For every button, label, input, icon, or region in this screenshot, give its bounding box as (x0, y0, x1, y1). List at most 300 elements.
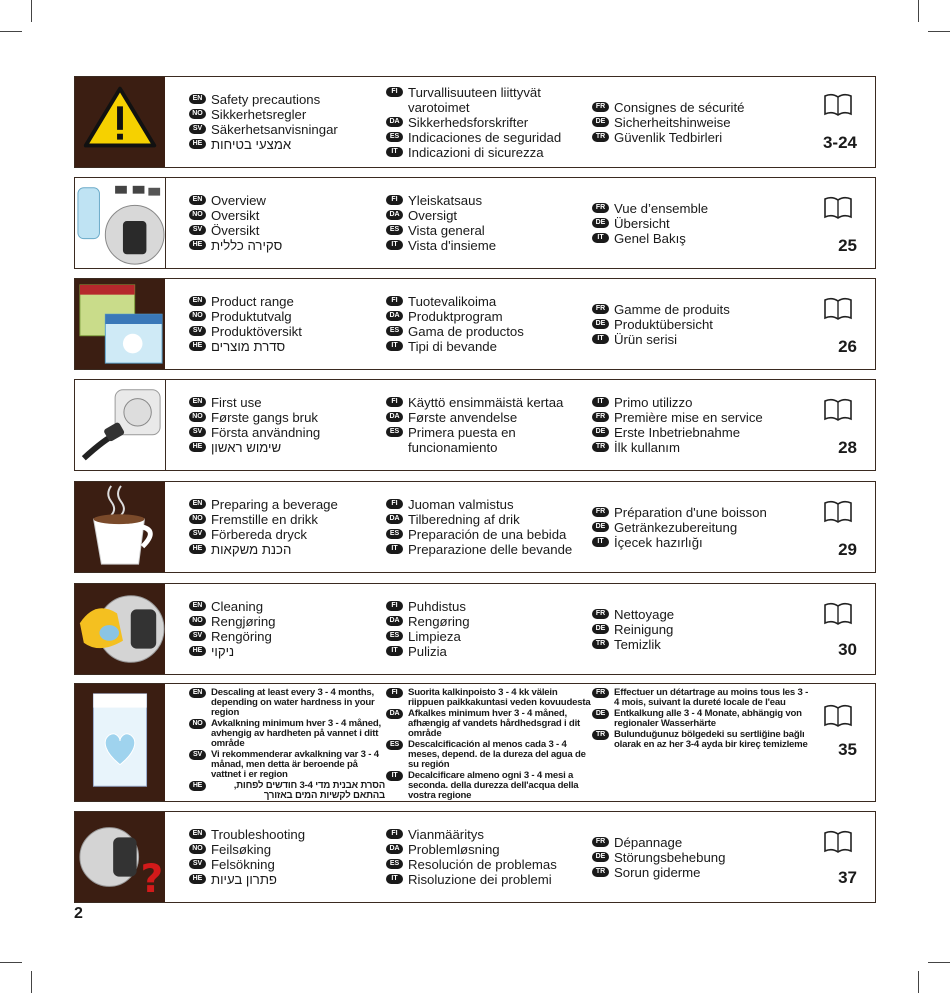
language-badge: SV (189, 631, 206, 641)
entry-text: Avkalkning minimum hver 3 - 4 måned, avhengig av hardheten på vannet i ditt område (211, 718, 381, 749)
language-badge: TR (592, 730, 609, 740)
language-badge: IT (386, 147, 403, 157)
language-badge: DA (386, 412, 403, 422)
entry-text: Vista general (408, 223, 485, 238)
entry-text: Übersicht (614, 215, 670, 231)
language-badge: NO (189, 210, 206, 220)
language-badge: FR (592, 304, 609, 314)
lang-entry (189, 614, 385, 629)
entry-text: Primera puesta en funcionamiento (408, 425, 516, 455)
entry-text: İçecek hazırlığı (614, 534, 703, 550)
language-badge: HE (189, 240, 206, 250)
language-badge: HE (189, 646, 206, 656)
entry-text: Indicazioni di sicurezza (408, 144, 544, 160)
lang-entry (386, 208, 591, 223)
language-badge: ES (386, 132, 403, 142)
lang-entry (189, 827, 385, 842)
language-badge: NO (189, 844, 206, 854)
entry-text: סקירה כללית (211, 238, 283, 253)
svg-text:?: ? (140, 857, 164, 902)
lang-entry (592, 835, 814, 850)
page-ref: 30 (838, 640, 857, 659)
lang-entry (386, 309, 591, 324)
entry-text: Effectuer un détartrage au moins tous les 3 - 4 mois, suivant la dureté locale de l'eau (614, 687, 809, 708)
col-mid (386, 584, 591, 674)
language-badge: DE (592, 709, 609, 719)
lang-entry (386, 324, 591, 339)
entry-text: Sicherheitshinweise (614, 114, 731, 130)
lang-entry (386, 145, 591, 160)
lang-entry (592, 440, 814, 455)
lang-entry (386, 223, 591, 238)
entry-text: Säkerhetsanvisningar (211, 122, 338, 137)
lang-entry (189, 527, 385, 542)
lang-entry (386, 740, 591, 770)
entry-text: Première mise en service (614, 410, 763, 425)
language-badge: SV (189, 225, 206, 235)
book-icon (823, 93, 853, 117)
language-badge: FI (386, 397, 403, 407)
entry-text: Primo utilizzo (614, 395, 693, 410)
entry-text: Product range (211, 294, 294, 309)
lang-entry (592, 317, 814, 332)
lang-entry (386, 85, 591, 115)
entry-text: Første anvendelse (408, 410, 518, 425)
page-ref: 37 (838, 868, 857, 887)
lang-entry (189, 339, 385, 354)
lang-entry (189, 294, 385, 309)
language-badge: FR (592, 837, 609, 847)
language-badge: IT (386, 874, 403, 884)
entry-text: Decalcificare almeno ogni 3 - 4 mesi a seconda. della durezza dell'acqua della vostra regione (408, 770, 579, 801)
language-badge: TR (592, 867, 609, 877)
entry-text: Cleaning (211, 599, 264, 614)
entry-text: Limpieza (408, 629, 461, 644)
language-badge: SV (189, 124, 206, 134)
language-badge: FI (386, 87, 403, 97)
cleaning-image (75, 584, 165, 674)
entry-text: Reinigung (614, 621, 674, 637)
language-badge: DA (386, 210, 403, 220)
lang-entry (189, 238, 385, 253)
language-badge: DE (592, 319, 609, 329)
page-ref: 26 (838, 337, 857, 356)
toc-row-first-use[interactable] (74, 379, 876, 471)
entry-text: Preparing a beverage (211, 497, 338, 512)
col-nordic (189, 380, 385, 470)
lang-entry (386, 527, 591, 542)
language-badge: IT (592, 397, 609, 407)
col-mid (386, 279, 591, 369)
language-badge: EN (189, 94, 206, 104)
lang-entry (386, 395, 591, 410)
language-badge: EN (189, 499, 206, 509)
entry-text: First use (211, 395, 262, 410)
col-nordic (189, 279, 385, 369)
entry-text: פתרון בעיות (211, 872, 277, 887)
lang-entry (189, 223, 385, 238)
language-badge: ES (386, 859, 403, 869)
book-icon (823, 704, 853, 728)
language-badge: HE (189, 341, 206, 351)
entry-text: Sikkerhetsregler (211, 107, 307, 122)
lang-entry (386, 614, 591, 629)
language-badge: DA (386, 117, 403, 127)
toc-row-safety[interactable] (74, 76, 876, 168)
entry-text: Rengøring (408, 614, 470, 629)
troubleshooting-image (75, 812, 165, 902)
toc-row-product-range[interactable] (74, 278, 876, 370)
language-badge: NO (189, 109, 206, 119)
entry-text: Overview (211, 193, 266, 208)
col-nordic (189, 482, 385, 572)
language-badge: IT (386, 240, 403, 250)
entry-text: Vi rekommenderar avkalkning var 3 - 4 månad, men detta är beroende på vattnet i er region (211, 749, 379, 780)
language-badge: ES (386, 740, 403, 750)
crop-mark (928, 962, 950, 963)
language-badge: EN (189, 195, 206, 205)
lang-entry (386, 115, 591, 130)
entry-text: Preparación de una bebida (408, 527, 567, 542)
lang-entry (592, 535, 814, 550)
lang-entry (189, 750, 385, 780)
entry-text: Sikkerhedsforskrifter (408, 114, 529, 130)
lang-entry (386, 425, 591, 455)
language-badge: NO (189, 412, 206, 422)
lang-entry (189, 857, 385, 872)
lang-entry (189, 137, 385, 152)
entry-text: Förbereda dryck (211, 527, 308, 542)
col-nordic (189, 684, 385, 801)
language-badge: SV (189, 859, 206, 869)
capsule-boxes-image (75, 279, 165, 369)
entry-text: Suorita kalkinpoisto 3 - 4 kk välein riippuen paikkakuntasi veden kovuudesta (408, 687, 591, 708)
entry-text: Käyttö ensimmäistä kertaa (408, 395, 564, 410)
col-right (592, 178, 814, 268)
entry-text: Güvenlik Tedbirleri (614, 129, 723, 145)
toc-row-descaling[interactable] (74, 683, 876, 802)
language-badge: HE (189, 442, 206, 452)
lang-entry (189, 395, 385, 410)
entry-text: Störungsbehebung (614, 849, 726, 865)
entry-text: Fremstille en drikk (211, 512, 318, 527)
entry-text: הסרת אבנית מדי 3-4 חודשים לפחות, בהתאם לקשיות המים באזורך (233, 780, 385, 801)
language-badge: ES (386, 529, 403, 539)
entry-text: Rengjøring (211, 614, 276, 629)
descaling-box-image (75, 684, 165, 801)
language-badge: FR (592, 203, 609, 213)
lang-entry (189, 410, 385, 425)
col-right (592, 279, 814, 369)
lang-entry (592, 688, 814, 708)
language-badge: SV (189, 529, 206, 539)
lang-entry (592, 115, 814, 130)
lang-entry (189, 497, 385, 512)
lang-entry (592, 607, 814, 622)
lang-entry (189, 644, 385, 659)
language-badge: EN (189, 829, 206, 839)
col-mid (386, 77, 591, 167)
lang-entry (189, 425, 385, 440)
entry-text: Första användning (211, 425, 321, 440)
lang-entry (189, 542, 385, 557)
book-icon (823, 398, 853, 422)
entry-text: Problemløsning (408, 842, 500, 857)
entry-text: Preparazione delle bevande (408, 542, 573, 557)
lang-entry (386, 842, 591, 857)
language-badge: IT (386, 771, 403, 781)
col-mid (386, 380, 591, 470)
col-right (592, 77, 814, 167)
entry-text: Tuotevalikoima (408, 294, 497, 309)
lang-entry (189, 309, 385, 324)
lang-entry (386, 857, 591, 872)
crop-mark (31, 0, 32, 22)
language-badge: ES (386, 631, 403, 641)
entry-text: Produktübersicht (614, 316, 713, 332)
entry-text: הכנת משקאות (211, 542, 292, 557)
lang-entry (189, 107, 385, 122)
entry-text: Produktutvalg (211, 309, 292, 324)
lang-entry (592, 709, 814, 729)
entry-text: Puhdistus (408, 599, 466, 614)
toc-row-overview[interactable] (74, 177, 876, 269)
language-badge: DA (386, 514, 403, 524)
entry-text: Troubleshooting (211, 827, 306, 842)
lang-entry (592, 130, 814, 145)
crop-mark (31, 971, 32, 993)
crop-mark (918, 0, 919, 22)
entry-text: Yleiskatsaus (408, 193, 483, 208)
lang-entry (189, 688, 385, 718)
entry-text: Første gangs bruk (211, 410, 319, 425)
language-badge: NO (189, 616, 206, 626)
language-badge: TR (592, 442, 609, 452)
entry-text: Tilberedning af drik (408, 512, 520, 527)
toc-row-preparing-beverage[interactable] (74, 481, 876, 573)
language-badge: EN (189, 397, 206, 407)
lang-entry (592, 865, 814, 880)
col-nordic (189, 584, 385, 674)
language-badge: FI (386, 195, 403, 205)
entry-text: Genel Bakış (614, 230, 686, 246)
page-ref: 29 (838, 540, 857, 559)
entry-text: Feilsøking (211, 842, 272, 857)
language-badge: IT (386, 341, 403, 351)
language-badge: IT (386, 544, 403, 554)
language-badge: EN (189, 688, 206, 698)
language-badge: NO (189, 514, 206, 524)
col-nordic (189, 812, 385, 902)
lang-entry (189, 208, 385, 223)
language-badge: ES (386, 326, 403, 336)
lang-entry (189, 440, 385, 455)
entry-text: Afkalkes minimum hver 3 - 4 måned, afhængig af vandets hårdhedsgrad i dit område (408, 708, 581, 739)
crop-mark (0, 962, 22, 963)
lang-entry (592, 100, 814, 115)
entry-text: İlk kullanım (614, 440, 680, 455)
lang-entry (386, 542, 591, 557)
page-ref: 28 (838, 438, 857, 457)
toc-row-cleaning[interactable] (74, 583, 876, 675)
language-badge: FR (592, 507, 609, 517)
language-badge: FR (592, 102, 609, 112)
warning-icon (75, 77, 165, 167)
lang-entry (592, 622, 814, 637)
entry-text: Gama de productos (408, 324, 524, 339)
page-number: 2 (74, 905, 83, 922)
entry-text: Vista d'insieme (408, 238, 497, 253)
entry-text: Entkalkung alle 3 - 4 Monate, abhängig von regionaler Wasserhärte (614, 708, 802, 729)
lang-entry (592, 231, 814, 246)
lang-entry (189, 719, 385, 749)
entry-text: Ürün serisi (614, 331, 678, 347)
language-badge: DE (592, 427, 609, 437)
lang-entry (189, 842, 385, 857)
language-badge: FR (592, 609, 609, 619)
entry-text: Risoluzione dei problemi (408, 872, 552, 887)
entry-text: סדרת מוצרים (211, 339, 286, 354)
language-badge: FI (386, 499, 403, 509)
language-badge: ES (386, 427, 403, 437)
book-icon (823, 830, 853, 854)
lang-entry (592, 637, 814, 652)
language-badge: DA (386, 709, 403, 719)
language-badge: TR (592, 639, 609, 649)
entry-text: Felsökning (211, 857, 275, 872)
lang-entry (386, 709, 591, 739)
lang-entry (386, 130, 591, 145)
entry-text: Vianmääritys (408, 827, 484, 842)
entry-text: שימוש ראשון (211, 440, 282, 455)
language-badge: SV (189, 750, 206, 760)
language-badge: NO (189, 311, 206, 321)
entry-text: Erste Inbetriebnahme (614, 425, 741, 440)
lang-entry (592, 425, 814, 440)
language-badge: NO (189, 719, 206, 729)
entry-text: Tipi di bevande (408, 339, 497, 354)
entry-text: Indicaciones de seguridad (408, 129, 562, 145)
col-mid (386, 684, 591, 801)
entry-text: Nettoyage (614, 606, 675, 622)
lang-entry (592, 850, 814, 865)
book-icon (823, 297, 853, 321)
lang-entry (592, 332, 814, 347)
language-badge: HE (189, 874, 206, 884)
entry-text: Safety precautions (211, 92, 321, 107)
lang-entry (592, 410, 814, 425)
language-badge: FR (592, 412, 609, 422)
lang-entry (386, 872, 591, 887)
lang-entry (386, 599, 591, 614)
entry-text: Consignes de sécurité (614, 99, 745, 115)
entry-text: Getränkezubereitung (614, 519, 738, 535)
entry-text: Turvallisuuteen liittyvät varotoimet (408, 84, 541, 115)
lang-entry (386, 339, 591, 354)
lang-entry (189, 781, 385, 801)
book-icon (823, 602, 853, 626)
language-badge: DE (592, 624, 609, 634)
col-right (592, 482, 814, 572)
book-icon (823, 196, 853, 220)
language-badge: HE (189, 139, 206, 149)
lang-entry (592, 395, 814, 410)
crop-mark (918, 971, 919, 993)
entry-text: Préparation d'une boisson (614, 504, 767, 520)
language-badge: ES (386, 225, 403, 235)
power-plug-image (75, 380, 166, 470)
lang-entry (386, 629, 591, 644)
lang-entry (189, 92, 385, 107)
lang-entry (386, 512, 591, 527)
lang-entry (189, 324, 385, 339)
lang-entry (189, 872, 385, 887)
language-badge: TR (592, 132, 609, 142)
entry-text: Juoman valmistus (408, 497, 514, 512)
lang-entry (386, 644, 591, 659)
col-right (592, 684, 814, 801)
language-badge: FI (386, 296, 403, 306)
entry-text: Dépannage (614, 834, 683, 850)
col-right (592, 584, 814, 674)
language-badge: EN (189, 601, 206, 611)
language-badge: DA (386, 311, 403, 321)
lang-entry (592, 730, 814, 750)
crop-mark (0, 31, 22, 32)
lang-entry (592, 302, 814, 317)
language-badge: DE (592, 522, 609, 532)
lang-entry (592, 505, 814, 520)
entry-text: Oversikt (211, 208, 260, 223)
language-badge: EN (189, 296, 206, 306)
lang-entry (592, 201, 814, 216)
page-ref: 35 (838, 740, 857, 759)
lang-entry (386, 238, 591, 253)
entry-text: Översikt (211, 223, 260, 238)
language-badge: DA (386, 616, 403, 626)
entry-text: Vue d’ensemble (614, 200, 709, 216)
machine-overview-image (75, 178, 166, 268)
entry-text: Descaling at least every 3 - 4 months, depending on water hardness in your region (211, 687, 375, 718)
language-badge: FI (386, 601, 403, 611)
col-right (592, 380, 814, 470)
col-nordic (189, 178, 385, 268)
lang-entry (189, 193, 385, 208)
col-mid (386, 812, 591, 902)
crop-mark (928, 31, 950, 32)
lang-entry (386, 688, 591, 708)
entry-text: Temizlik (614, 636, 661, 652)
lang-entry (189, 512, 385, 527)
entry-text: Rengöring (211, 629, 272, 644)
language-badge: HE (189, 544, 206, 554)
entry-text: Bulunduğunuz bölgedeki su sertliğine bağlı olarak en az her 3-4 ayda bir kireç temizleme (614, 729, 808, 750)
entry-text: Oversigt (408, 208, 458, 223)
entry-text: Sorun giderme (614, 864, 701, 880)
language-badge: FR (592, 688, 609, 698)
language-badge: FI (386, 688, 403, 698)
book-icon (823, 500, 853, 524)
language-badge: DE (592, 852, 609, 862)
toc-row-troubleshooting[interactable] (74, 811, 876, 903)
entry-text: Produktprogram (408, 309, 503, 324)
language-badge: IT (592, 537, 609, 547)
language-badge: SV (189, 427, 206, 437)
lang-entry (386, 294, 591, 309)
coffee-cup-image (75, 482, 165, 572)
lang-entry (386, 410, 591, 425)
lang-entry (386, 497, 591, 512)
